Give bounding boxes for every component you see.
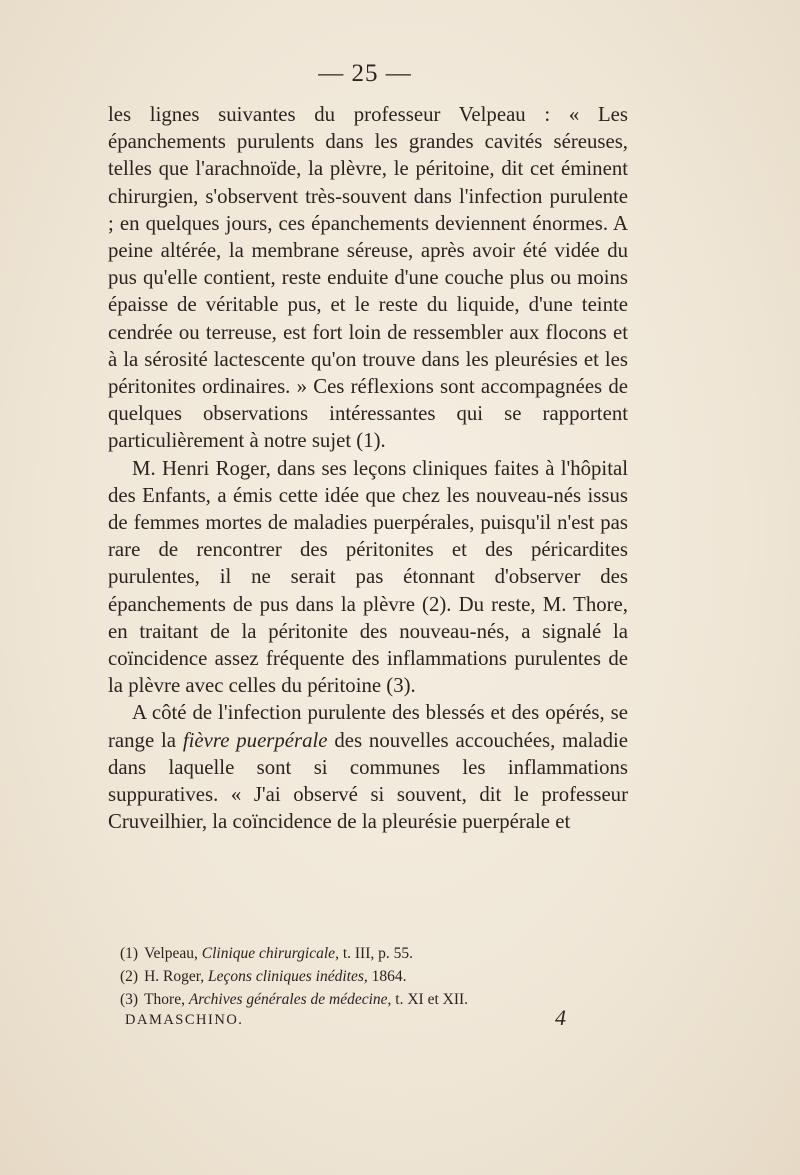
footnote-author: H. Roger,: [144, 968, 209, 985]
paragraph-3-italic: fièvre puerpérale: [182, 728, 328, 752]
footnotes: [120, 942, 620, 1011]
footnote-author: Thore,: [144, 991, 189, 1008]
footnote-rest: , t. III, p. 55.: [335, 945, 413, 962]
page-number: — 25 —: [318, 60, 412, 87]
paragraph-3: [108, 699, 628, 835]
paragraph-1: les lignes suivantes du professeur Velpeau : « Les épanchements purulents dans les grandes cavités séreuses, telles que l'arachnoïde, la plèvre, le péritoine, dit cet éminent chirurgien, s'observent très-souvent dans l'infection purulente ; en quelques jours, ces épanchements deviennent énormes. A peine altérée, la membrane séreuse, après avoir été vidée du pus qu'elle contient, reste enduite d'une couche plus ou moins épaisse de véritable pus, et le reste du liquide, d'une teinte cendrée ou terreuse, est fort loin de ressembler aux flocons et à la sérosité lactescente qu'on trouve dans les pleurésies et les péritonites ordinaires. » Ces réflexions sont accompagnées de quelques observations intéressantes qui se rapportent particulièrement à notre sujet (1).: [108, 103, 628, 453]
signature-mark: DAMASCHINO.: [125, 1012, 244, 1028]
footnote-1: [120, 942, 620, 965]
paragraph-2: M. Henri Roger, dans ses leçons cliniques faites à l'hôpital des Enfants, a émis cette idée que chez les nouveau-nés issus de femmes mortes de maladies puerpérales, puisqu'il n'est pas rare de rencontrer des péritonites et des péricardites purulentes, il ne serait pas étonnant d'observer des épanchements de pus dans la plèvre (2). Du reste, M. Thore, en traitant de la péritonite des nouveau-nés, a signalé la coïncidence assez fréquente des inflammations purulentes de la plèvre avec celles du péritoine (3).: [108, 456, 628, 698]
footnote-rest: , 1864.: [363, 968, 407, 985]
footnote-number: (1): [120, 945, 139, 962]
footnote-number: (3): [120, 991, 139, 1008]
paragraph-3-after: des nouvelles accouchées, maladie dans laquelle sont si communes les inflammations suppuratives. « J'ai observé si souvent, dit le professeur Cruveilhier, la coïncidence de la pleurésie puerpérale et: [108, 728, 628, 834]
footnote-title: Clinique chirurgicale: [201, 945, 336, 962]
sheet-number: 4: [555, 1005, 566, 1030]
footnote-3: [120, 988, 620, 1011]
footnote-number: (2): [120, 968, 139, 985]
body-text: [108, 101, 628, 835]
footnote-author: Velpeau,: [144, 945, 202, 962]
footnote-rest: , t. XI et XII.: [387, 991, 469, 1008]
footnote-title: Archives générales de médecine: [188, 991, 388, 1008]
paragraph-3-before: A côté de l'infection purulente des blessés et des opérés, se range la: [108, 701, 628, 752]
footnote-2: [120, 965, 620, 988]
footnote-title: Leçons cliniques inédites: [208, 968, 364, 985]
